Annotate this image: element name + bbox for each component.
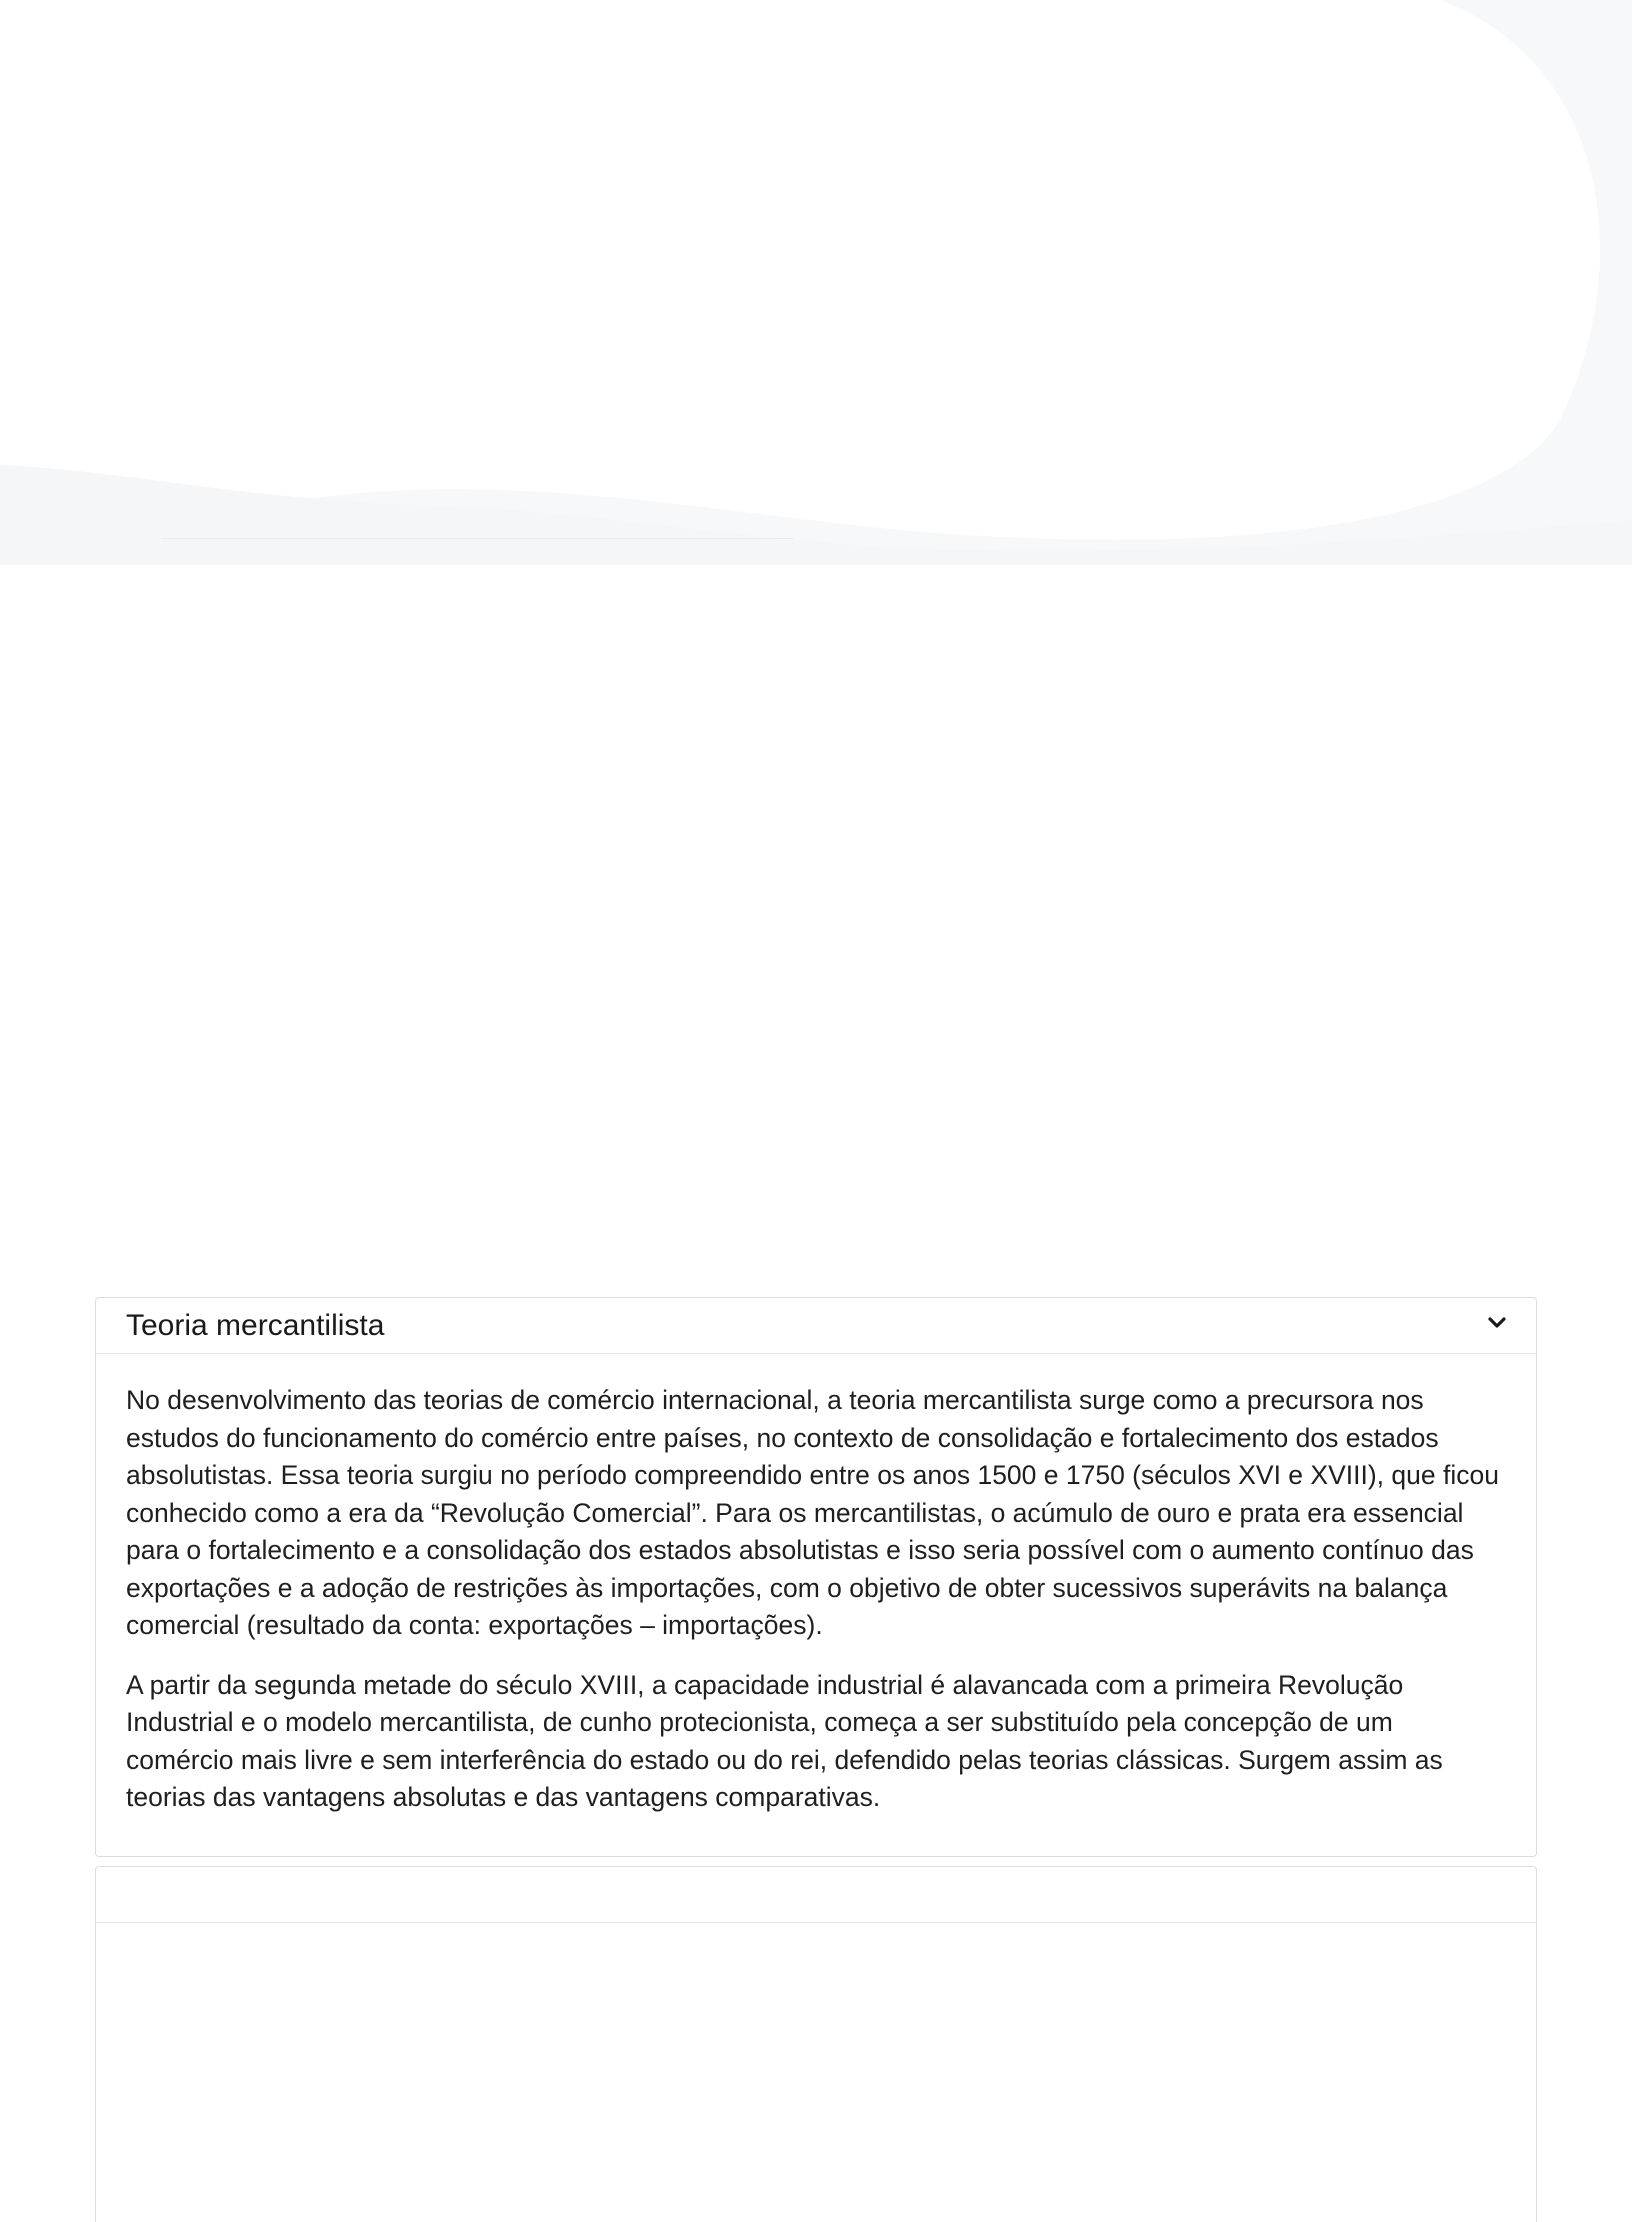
accordion-body (96, 1354, 1536, 1817)
accordion-item-empty (95, 1866, 1537, 2222)
accordion-header[interactable] (96, 1867, 1536, 1923)
hero-divider (161, 538, 793, 539)
hero-banner (0, 0, 1632, 565)
accordion-title: Teoria mercantilista (126, 1309, 385, 1342)
paragraph: No desenvolvimento das teorias de comércio internacional, a teoria mercantilista surge como a precursora nos estudos do funcionamento do comércio entre países, no contexto de consolidação e fortalecimento dos estados absolutistas. Essa teoria surgiu no período compreendido entre os anos 1500 e 1750 (séculos XVI e XVIII), que ficou conhecido como a era da “Revolução Comercial”. Para os mercantilistas, o acúmulo de ouro e prata era essencial para o fortalecimento e a consolidação dos estados absolutistas e isso seria possível com o aumento contínuo das exportações e a adoção de restrições às importações, com o objetivo de obter sucessivos superávits na balança comercial (resultado da conta: exportações – importações). (126, 1385, 1499, 1640)
accordion-header[interactable] (96, 1298, 1536, 1354)
chevron-down-icon[interactable] (1486, 1312, 1508, 1334)
hero-wave-background (0, 0, 1632, 565)
accordion-item-teoria-mercantilista (95, 1297, 1537, 1857)
paragraph: A partir da segunda metade do século XVIII, a capacidade industrial é alavancada com a primeira Revolução Industrial e o modelo mercantilista, de cunho protecionista, começa a ser substituído pela concepção de um comércio mais livre e sem interferência do estado ou do rei, defendido pelas teorias clássicas. Surgem assim as teorias das vantagens absolutas e das vantagens comparativas. (126, 1669, 1443, 1812)
accordion-body (96, 1923, 1536, 1951)
